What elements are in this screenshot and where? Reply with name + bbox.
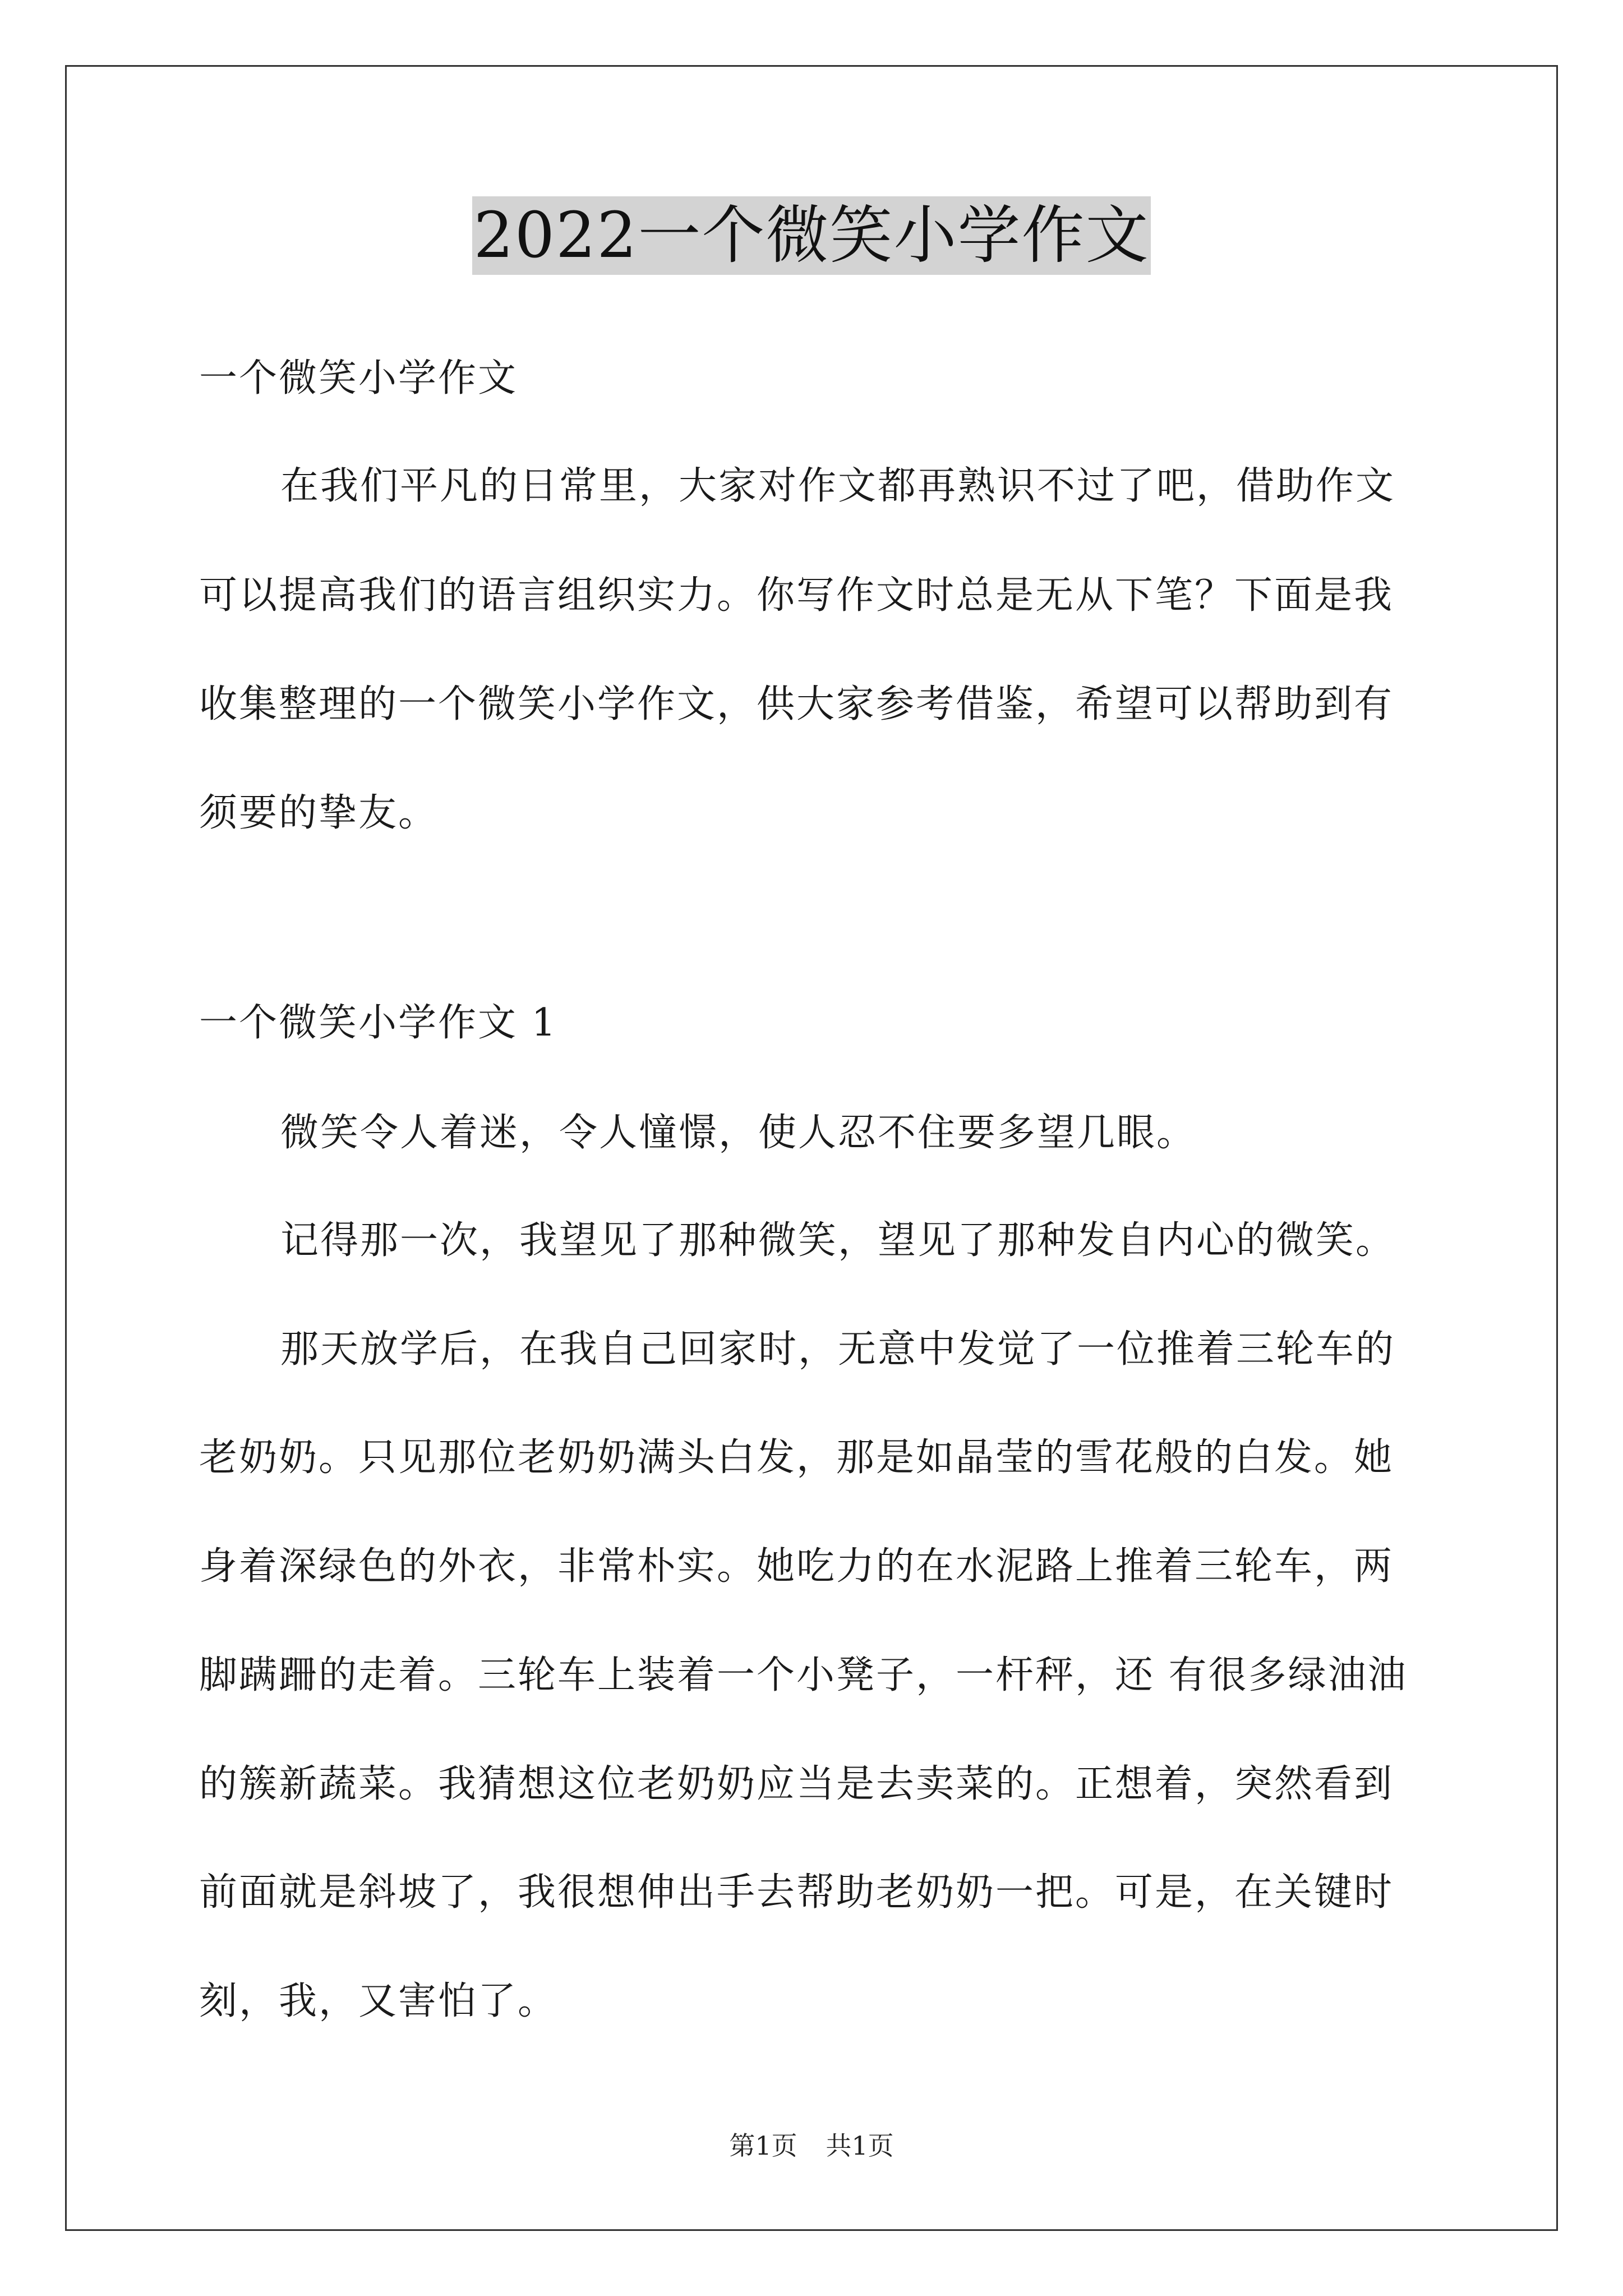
- intro-heading: 一个微笑小学作文: [199, 356, 518, 401]
- document-title: 2022一个微笑小学作文: [472, 196, 1150, 275]
- body-line: 身着深绿色的外衣，非常朴实。她吃力的在水泥路上推着三轮车，两: [199, 1544, 1394, 1589]
- page-footer: [0, 2129, 1623, 2162]
- intro-line: 可以提高我们的语言组织实力。你写作文时总是无从下笔？下面是我: [199, 573, 1394, 618]
- body-line: 那天放学后，在我自己回家时，无意中发觉了一位推着三轮车的: [280, 1327, 1396, 1372]
- body-line: 记得那一次，我望见了那种微笑，望见了那种发自内心的微笑。: [280, 1218, 1396, 1263]
- body-line: 的簇新蔬菜。我猜想这位老奶奶应当是去卖菜的。正想着，突然看到: [199, 1762, 1394, 1806]
- body-line: 前面就是斜坡了，我很想伸出手去帮助老奶奶一把。可是，在关键时: [199, 1870, 1394, 1915]
- page-number-total: 共1页: [826, 2131, 894, 2161]
- intro-line: 须要的挚友。: [199, 791, 439, 835]
- intro-line: 在我们平凡的日常里，大家对作文都再熟识不过了吧，借助作文: [280, 464, 1396, 508]
- body-line: 刻，我，又害怕了。: [199, 1979, 558, 2023]
- title-wrap: [0, 196, 1623, 275]
- intro-line: 收集整理的一个微笑小学作文，供大家参考借鉴，希望可以帮助到有: [199, 682, 1394, 726]
- page-number-current: 第1页: [729, 2131, 797, 2161]
- body-line: 脚蹒跚的走着。三轮车上装着一个小凳子，一杆秤，还 有很多绿油油: [199, 1653, 1408, 1697]
- section-heading: 一个微笑小学作文 1: [199, 1001, 557, 1045]
- body-line: 微笑令人着迷，令人憧憬，使人忍不住要多望几眼。: [280, 1111, 1197, 1155]
- body-line: 老奶奶。只见那位老奶奶满头白发，那是如晶莹的雪花般的白发。她: [199, 1435, 1394, 1480]
